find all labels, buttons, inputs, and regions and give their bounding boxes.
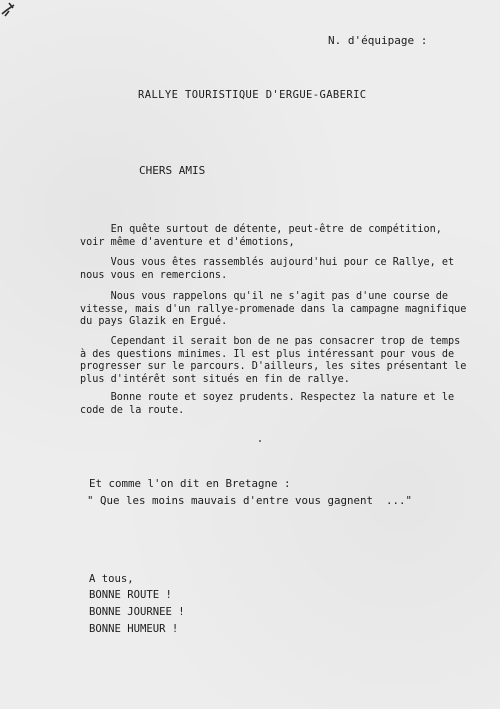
paragraph-line: Cependant il serait bon de ne pas consacrer trop de temps <box>80 336 461 347</box>
paragraph-line: Nous vous rappelons qu'il ne s'agit pas d'une course de <box>80 291 449 302</box>
paragraph-line: à des questions minimes. Il est plus intéressant pour vous de <box>80 348 455 360</box>
greeting: CHERS AMIS <box>139 164 206 177</box>
paragraph-4 <box>80 336 480 386</box>
closing-line: BONNE HUMEUR ! <box>89 623 179 635</box>
paragraph-2 <box>80 257 480 282</box>
ink-speck <box>259 440 261 442</box>
rally-title: RALLYE TOURISTIQUE D'ERGUE-GABERIC <box>138 89 367 101</box>
saying-quote: " Que les moins mauvais d'entre vous gagnent ..." <box>87 494 413 507</box>
paragraph-5 <box>80 392 480 417</box>
paragraph-line: code de la route. <box>80 404 185 416</box>
closing-line: BONNE JOURNEE ! <box>89 606 185 618</box>
paragraph-line: du pays Glazik en Ergué. <box>80 316 228 328</box>
saying-intro: Et comme l'on dit en Bretagne : <box>89 477 291 490</box>
paragraph-line: voir même d'aventure et d'émotions, <box>80 236 295 248</box>
paragraph-line: Bonne route et soyez prudents. Respectez la nature et le <box>80 392 455 403</box>
paragraph-1 <box>80 224 480 249</box>
paragraph-line: Vous vous êtes rassemblés aujourd'hui pour ce Rallye, et <box>80 257 455 268</box>
closing-line: BONNE ROUTE ! <box>89 589 172 601</box>
paragraph-line: progresser sur le parcours. D'ailleurs, les sites présentant le <box>80 361 467 373</box>
corner-scribble-mark <box>0 0 24 20</box>
paragraph-line: nous vous en remercions. <box>80 269 228 281</box>
paragraph-3 <box>80 291 480 329</box>
paragraph-line: vitesse, mais d'un rallye-promenade dans la campagne magnifique <box>80 303 467 315</box>
crew-number-label: N. d'équipage : <box>328 34 428 47</box>
paragraph-line: En quête surtout de détente, peut-être de compétition, <box>80 224 442 235</box>
paragraph-line: plus d'intérêt sont situés en fin de rallye. <box>80 373 350 385</box>
closing-line: A tous, <box>89 573 134 585</box>
